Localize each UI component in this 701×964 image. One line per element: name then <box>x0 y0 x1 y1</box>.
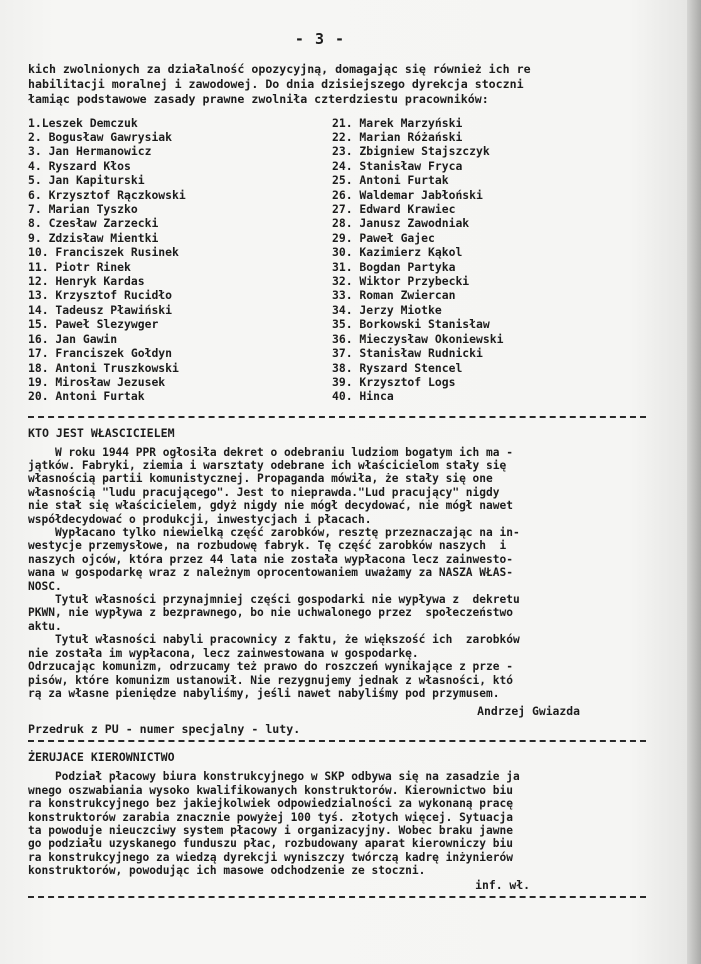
worker-item: 10. Franciszek Rusinek <box>28 245 179 260</box>
worker-item: 14. Tadeusz Pławiński <box>28 302 173 317</box>
document-content <box>28 62 648 904</box>
worker-item: 4. Ryszard Kłos <box>28 158 131 173</box>
worker-item: 28. Janusz Zawodniak <box>332 216 470 231</box>
worker-item: 34. Jerzy Miotke <box>332 302 442 317</box>
article-line: konstruktorów, powodując ich masowe odchodzenie ze stoczni. <box>28 864 426 878</box>
worker-item: 5. Jan Kapiturski <box>28 173 145 188</box>
worker-item: 39. Krzysztof Logs <box>332 374 456 389</box>
article-signature: inf. wł. <box>475 877 530 892</box>
article-line: go podziału uzyskanego funduszu płac, rozbudowany aparat kierowniczy biu <box>28 837 513 851</box>
worker-item: 16. Jan Gawin <box>28 331 118 346</box>
worker-item: 3. Jan Hermanowicz <box>28 144 152 159</box>
worker-item: 32. Wiktor Przybecki <box>332 274 470 289</box>
worker-item: 21. Marek Marzyński <box>332 115 463 130</box>
intro-line: kich zwolnionych za działalność opozycyjną, domagając się również ich re <box>28 62 531 76</box>
article-line: ra konstrukcyjnego bez jakiejkolwiek odpowiedzialności za wykonaną pracę <box>28 797 513 811</box>
worker-item: 26. Waldemar Jabłoński <box>332 187 483 202</box>
worker-item: 11. Piotr Rinek <box>28 259 131 274</box>
article-line: własnością "ludu pracującego". Jest to nieprawda."Lud pracujący" nigdy <box>28 485 500 499</box>
reprint-note: Przedruk z PU - numer specjalny - luty. <box>28 722 301 737</box>
worker-item: 12. Henryk Kardas <box>28 274 145 289</box>
page-edge-shadow <box>687 0 701 964</box>
article-line: ra konstrukcyjnego za wiedzą dyrekcji wyniszczy twórczą kadrę inżynierów <box>28 850 513 864</box>
worker-item: 36. Mieczysław Okoniewski <box>332 331 504 346</box>
article-line: Tytuł własności przynajmniej części gospodarki nie wypływa z dekretu <box>28 593 520 607</box>
article-body <box>28 770 648 877</box>
worker-item: 17. Franciszek Gołdyn <box>28 346 173 361</box>
article-line: rą za własne pieniędze nabyliśmy, jeśli nawet nabyliśmy pod przymusem. <box>28 686 500 700</box>
article-signature: Andrzej Gwiazda <box>477 704 580 719</box>
article-line: Podział płacowy biura konstrukcyjnego w SKP odbywa się na zasadzie ja <box>28 770 520 784</box>
worker-item: 20. Antoni Furtak <box>28 389 145 404</box>
article-line: konstruktorów zarabia znacznie powyżej 100 tyś. złotych więcej. Sytuacja <box>28 810 513 824</box>
worker-item: 22. Marian Różański <box>332 130 463 145</box>
article-line: pisów, które komunizm ustanowił. Nie rezygnujemy jednak z własności, któ <box>28 673 513 687</box>
article-line: jątków. Fabryki, ziemia i warsztaty odebrane ich właścicielom stały się <box>28 459 507 473</box>
worker-item: 6. Krzysztof Rączkowski <box>28 187 186 202</box>
intro-line: łamiąc podstawowe zasady prawne zwolniła czterdziestu pracowników: <box>28 92 489 107</box>
worker-item: 13. Krzysztof Rucidło <box>28 288 173 303</box>
dashed-divider <box>28 896 646 898</box>
worker-item: 25. Antoni Furtak <box>332 173 449 188</box>
article-line: naszych ojców, która przez 44 lata nie została wypłacona lecz zainwesto- <box>28 552 513 566</box>
article-line: wnego oszwabiania wysoko kwalifikowanych konstruktorów. Kierownictwo biu <box>28 783 513 797</box>
worker-item: 31. Bogdan Partyka <box>332 259 456 274</box>
article-heading: KTO JEST WŁASCICIELEM <box>28 425 175 440</box>
worker-item: 38. Ryszard Stencel <box>332 360 463 375</box>
worker-item: 2. Bogusław Gawrysiak <box>28 130 173 145</box>
workers-column-left <box>28 116 186 404</box>
worker-item: 33. Roman Zwiercan <box>332 288 456 303</box>
worker-item: 29. Paweł Gajec <box>332 230 435 245</box>
worker-item: 24. Stanisław Fryca <box>332 158 463 173</box>
dismissed-workers-list <box>28 116 648 412</box>
article-line: westycje przemysłowe, na rozbudowę fabryk. Tę część zarobków naszych i <box>28 539 507 553</box>
article-line: wana w gospodarkę wraz z należnym oprocentowaniem uważamy za NASZA WŁAS- <box>28 566 513 580</box>
page-number: - 3 - <box>294 30 346 48</box>
article-line: własnością partii komunistycznej. Propaganda mówiła, że stały się one <box>28 472 493 486</box>
worker-item: 9. Zdzisław Mientki <box>28 230 159 245</box>
article-line: PKWN, nie wypływa z bezprawnego, bo nie uchwalonego przez społeczeństwo <box>28 606 513 620</box>
worker-item: 40. Hinca <box>332 389 394 404</box>
article-line: Odrzucając komunizm, odrzucamy też prawo do roszczeń wynikające z prze - <box>28 660 513 674</box>
article-line: W roku 1944 PPR ogłosiła dekret o odebraniu ludziom bogatym ich ma - <box>28 445 513 459</box>
worker-item: 23. Zbigniew Stajszczyk <box>332 144 490 159</box>
article-line: aktu. <box>28 619 62 633</box>
workers-column-right <box>332 116 503 404</box>
worker-item: 37. Stanisław Rudnicki <box>332 346 483 361</box>
worker-item: 19. Mirosław Jezusek <box>28 374 166 389</box>
worker-item: 7. Marian Tyszko <box>28 202 138 217</box>
article-line: Tytuł własności nabyli pracownicy z faktu, że większość ich zarobków <box>28 633 520 647</box>
article-line: nie została im wypłacona, lecz zainwestowana w gospodarkę. <box>28 646 419 660</box>
worker-item: 27. Edward Krawiec <box>332 202 456 217</box>
worker-item: 30. Kazimierz Kąkol <box>332 245 463 260</box>
article-body <box>28 446 648 701</box>
intro-line: habilitacji moralnej i zawodowej. Do dnia dzisiejszego dyrekcja stoczni <box>28 77 524 92</box>
article-heading: ŻERUJACE KIEROWNICTWO <box>28 750 175 765</box>
worker-item: 35. Borkowski Stanisław <box>332 317 490 332</box>
dashed-divider <box>28 740 646 742</box>
worker-item: 15. Paweł Slezywger <box>28 317 159 332</box>
worker-item: 18. Antoni Truszkowski <box>28 360 179 375</box>
article-line: nie stał się właścicielem, gdyż nigdy nie mógł decydować, nie mógł nawet <box>28 499 513 513</box>
article-line: współdecydować o produkcji, inwestycjach i płacach. <box>28 512 372 526</box>
worker-item: 1.Leszek Demczuk <box>28 115 138 130</box>
article-line: ta powoduje nieuczciwy system płacowy i organizacyjny. Wobec braku jawne <box>28 823 513 837</box>
article-line: NOSC. <box>28 579 62 593</box>
dashed-divider <box>28 416 646 418</box>
worker-item: 8. Czesław Zarzecki <box>28 216 159 231</box>
article-line: Wypłacano tylko niewielką część zarobków, resztę przeznaczając na in- <box>28 526 520 540</box>
